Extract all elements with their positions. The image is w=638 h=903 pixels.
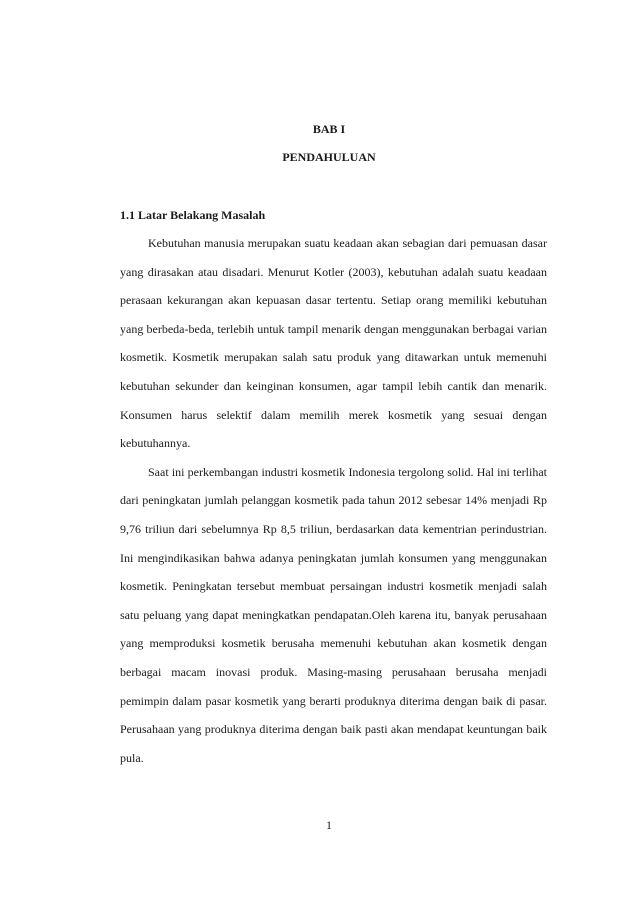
- section-heading: 1.1 Latar Belakang Masalah: [120, 208, 266, 222]
- paragraph: Kebutuhan manusia merupakan suatu keadaan akan sebagian dari pemuasan dasar yang dirasakan atau disadari. Menurut Kotler (2003), kebutuhan adalah suatu keadaan perasaan kekurangan akan kepuasan dasar tertentu. Setiap orang memiliki kebutuhan yang berbeda-beda, terlebih untuk tampil menarik dengan menggunakan berbagai varian kosmetik. Kosmetik merupakan salah satu produk yang ditawarkan untuk memenuhi kebutuhan sekunder dan keinginan konsumen, agar tampil lebih cantik dan menarik. Konsumen harus selektif dalam memilih merek kosmetik yang sesuai dengan kebutuhannya.: [120, 236, 547, 451]
- page-number: 1: [326, 818, 332, 832]
- body-text: [120, 229, 547, 772]
- chapter-title: PENDAHULUAN: [282, 150, 376, 164]
- paragraph: Saat ini perkembangan industri kosmetik Indonesia tergolong solid. Hal ini terlihat dari peningkatan jumlah pelanggan kosmetik pada tahun 2012 sebesar 14% menjadi Rp 9,76 triliun dari sebelumnya Rp 8,5 triliun, berdasarkan data kementrian perindustrian. Ini mengindikasikan bahwa adanya peningkatan jumlah konsumen yang menggunakan kosmetik. Peningkatan tersebut membuat persaingan industri kosmetik menjadi salah satu peluang yang dapat meningkatkan pendapatan.Oleh karena itu, banyak perusahaan yang memproduksi kosmetik berusaha memenuhi kebutuhan akan kosmetik dengan berbagai macam inovasi produk. Masing-masing perusahaan berusaha menjadi pemimpin dalam pasar kosmetik yang berarti produknya diterima dengan baik di pasar. Perusahaan yang produknya diterima dengan baik pasti akan mendapat keuntungan baik pula.: [120, 464, 547, 765]
- chapter-label: BAB I: [312, 122, 346, 136]
